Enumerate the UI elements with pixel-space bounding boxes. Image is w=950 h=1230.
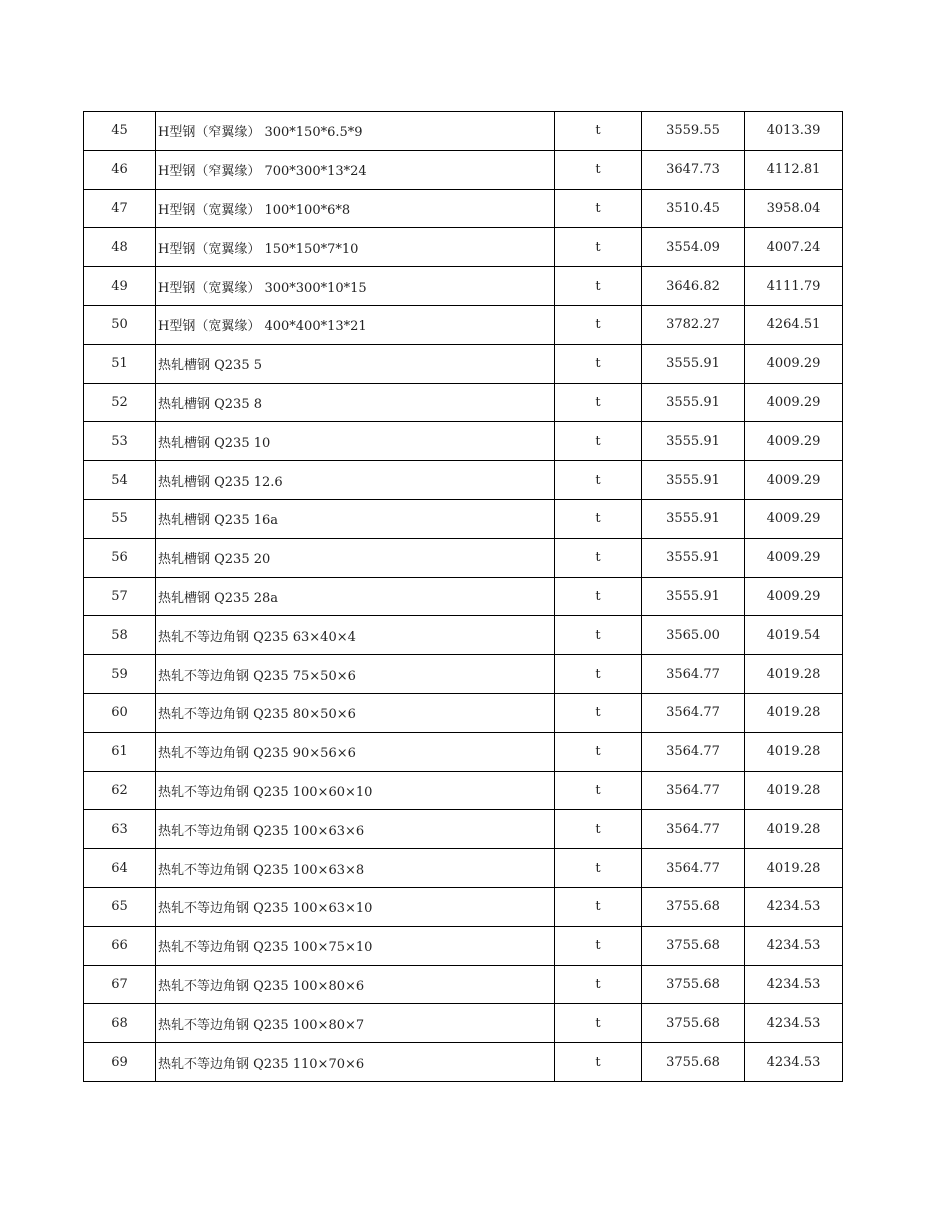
price-tax-cell: 4009.29 bbox=[745, 422, 843, 461]
unit-cell: t bbox=[555, 228, 642, 267]
unit-cell: t bbox=[555, 538, 642, 577]
price-tax-cell: 4234.53 bbox=[745, 1004, 843, 1043]
unit-cell: t bbox=[555, 461, 642, 500]
price-cell: 3755.68 bbox=[642, 1004, 745, 1043]
table-row bbox=[84, 732, 843, 771]
row-number-cell: 61 bbox=[84, 732, 156, 771]
unit-cell: t bbox=[555, 849, 642, 888]
unit-cell: t bbox=[555, 305, 642, 344]
row-number-cell: 48 bbox=[84, 228, 156, 267]
row-number-cell: 47 bbox=[84, 189, 156, 228]
price-tax-cell: 4009.29 bbox=[745, 538, 843, 577]
row-number-cell: 62 bbox=[84, 771, 156, 810]
item-name-cell: 热轧槽钢 Q235 12.6 bbox=[156, 461, 555, 500]
price-table bbox=[83, 111, 843, 1082]
price-tax-cell: 4009.29 bbox=[745, 577, 843, 616]
table-row bbox=[84, 112, 843, 151]
item-name-cell: H型钢（窄翼缘） 700*300*13*24 bbox=[156, 150, 555, 189]
price-tax-cell: 4013.39 bbox=[745, 112, 843, 151]
price-tax-cell: 4019.28 bbox=[745, 732, 843, 771]
price-tax-cell: 4111.79 bbox=[745, 267, 843, 306]
row-number-cell: 52 bbox=[84, 383, 156, 422]
unit-cell: t bbox=[555, 965, 642, 1004]
table-row bbox=[84, 189, 843, 228]
unit-cell: t bbox=[555, 383, 642, 422]
unit-cell: t bbox=[555, 150, 642, 189]
table-row bbox=[84, 693, 843, 732]
unit-cell: t bbox=[555, 693, 642, 732]
unit-cell: t bbox=[555, 655, 642, 694]
row-number-cell: 54 bbox=[84, 461, 156, 500]
price-tax-cell: 4019.28 bbox=[745, 771, 843, 810]
price-tax-cell: 4234.53 bbox=[745, 887, 843, 926]
item-name-cell: 热轧不等边角钢 Q235 100×80×7 bbox=[156, 1004, 555, 1043]
price-tax-cell: 4019.28 bbox=[745, 849, 843, 888]
table-row bbox=[84, 887, 843, 926]
price-tax-cell: 3958.04 bbox=[745, 189, 843, 228]
table-row bbox=[84, 616, 843, 655]
row-number-cell: 53 bbox=[84, 422, 156, 461]
price-cell: 3555.91 bbox=[642, 499, 745, 538]
unit-cell: t bbox=[555, 422, 642, 461]
unit-cell: t bbox=[555, 499, 642, 538]
price-tax-cell: 4009.29 bbox=[745, 499, 843, 538]
item-name-cell: H型钢（宽翼缘） 300*300*10*15 bbox=[156, 267, 555, 306]
item-name-cell: 热轧槽钢 Q235 8 bbox=[156, 383, 555, 422]
unit-cell: t bbox=[555, 267, 642, 306]
table-row bbox=[84, 461, 843, 500]
price-cell: 3510.45 bbox=[642, 189, 745, 228]
table-row bbox=[84, 849, 843, 888]
price-tax-cell: 4019.54 bbox=[745, 616, 843, 655]
price-tax-cell: 4009.29 bbox=[745, 383, 843, 422]
unit-cell: t bbox=[555, 732, 642, 771]
row-number-cell: 56 bbox=[84, 538, 156, 577]
price-cell: 3554.09 bbox=[642, 228, 745, 267]
price-cell: 3555.91 bbox=[642, 577, 745, 616]
price-tax-cell: 4019.28 bbox=[745, 693, 843, 732]
price-cell: 3564.77 bbox=[642, 810, 745, 849]
row-number-cell: 67 bbox=[84, 965, 156, 1004]
table-row bbox=[84, 305, 843, 344]
table-row bbox=[84, 926, 843, 965]
item-name-cell: 热轧槽钢 Q235 10 bbox=[156, 422, 555, 461]
item-name-cell: 热轧不等边角钢 Q235 100×63×6 bbox=[156, 810, 555, 849]
price-tax-cell: 4009.29 bbox=[745, 461, 843, 500]
table-row bbox=[84, 383, 843, 422]
unit-cell: t bbox=[555, 926, 642, 965]
price-cell: 3565.00 bbox=[642, 616, 745, 655]
unit-cell: t bbox=[555, 344, 642, 383]
price-cell: 3564.77 bbox=[642, 849, 745, 888]
table-row bbox=[84, 577, 843, 616]
row-number-cell: 65 bbox=[84, 887, 156, 926]
table-row bbox=[84, 267, 843, 306]
row-number-cell: 69 bbox=[84, 1043, 156, 1082]
item-name-cell: H型钢（窄翼缘） 300*150*6.5*9 bbox=[156, 112, 555, 151]
table-row bbox=[84, 810, 843, 849]
row-number-cell: 64 bbox=[84, 849, 156, 888]
unit-cell: t bbox=[555, 810, 642, 849]
price-tax-cell: 4007.24 bbox=[745, 228, 843, 267]
price-cell: 3647.73 bbox=[642, 150, 745, 189]
price-tax-cell: 4019.28 bbox=[745, 655, 843, 694]
table-row bbox=[84, 228, 843, 267]
item-name-cell: 热轧不等边角钢 Q235 100×80×6 bbox=[156, 965, 555, 1004]
price-cell: 3646.82 bbox=[642, 267, 745, 306]
row-number-cell: 59 bbox=[84, 655, 156, 694]
price-cell: 3555.91 bbox=[642, 538, 745, 577]
row-number-cell: 63 bbox=[84, 810, 156, 849]
unit-cell: t bbox=[555, 887, 642, 926]
table-row bbox=[84, 1004, 843, 1043]
table-row bbox=[84, 965, 843, 1004]
row-number-cell: 60 bbox=[84, 693, 156, 732]
price-cell: 3755.68 bbox=[642, 965, 745, 1004]
price-cell: 3555.91 bbox=[642, 383, 745, 422]
price-cell: 3564.77 bbox=[642, 771, 745, 810]
table-row bbox=[84, 150, 843, 189]
row-number-cell: 46 bbox=[84, 150, 156, 189]
price-tax-cell: 4019.28 bbox=[745, 810, 843, 849]
table-row bbox=[84, 771, 843, 810]
row-number-cell: 58 bbox=[84, 616, 156, 655]
price-cell: 3755.68 bbox=[642, 926, 745, 965]
price-cell: 3555.91 bbox=[642, 344, 745, 383]
item-name-cell: 热轧槽钢 Q235 16a bbox=[156, 499, 555, 538]
item-name-cell: 热轧不等边角钢 Q235 63×40×4 bbox=[156, 616, 555, 655]
table-row bbox=[84, 538, 843, 577]
price-cell: 3755.68 bbox=[642, 1043, 745, 1082]
row-number-cell: 55 bbox=[84, 499, 156, 538]
item-name-cell: 热轧槽钢 Q235 5 bbox=[156, 344, 555, 383]
item-name-cell: H型钢（宽翼缘） 400*400*13*21 bbox=[156, 305, 555, 344]
item-name-cell: 热轧不等边角钢 Q235 100×60×10 bbox=[156, 771, 555, 810]
item-name-cell: 热轧槽钢 Q235 28a bbox=[156, 577, 555, 616]
unit-cell: t bbox=[555, 771, 642, 810]
row-number-cell: 50 bbox=[84, 305, 156, 344]
price-tax-cell: 4112.81 bbox=[745, 150, 843, 189]
row-number-cell: 66 bbox=[84, 926, 156, 965]
table-row bbox=[84, 344, 843, 383]
price-cell: 3755.68 bbox=[642, 887, 745, 926]
price-cell: 3564.77 bbox=[642, 732, 745, 771]
item-name-cell: 热轧槽钢 Q235 20 bbox=[156, 538, 555, 577]
price-tax-cell: 4234.53 bbox=[745, 926, 843, 965]
price-tax-cell: 4234.53 bbox=[745, 1043, 843, 1082]
price-table-body bbox=[84, 112, 843, 1082]
item-name-cell: 热轧不等边角钢 Q235 100×63×8 bbox=[156, 849, 555, 888]
item-name-cell: 热轧不等边角钢 Q235 110×70×6 bbox=[156, 1043, 555, 1082]
item-name-cell: H型钢（宽翼缘） 150*150*7*10 bbox=[156, 228, 555, 267]
price-cell: 3564.77 bbox=[642, 655, 745, 694]
table-row bbox=[84, 655, 843, 694]
item-name-cell: 热轧不等边角钢 Q235 80×50×6 bbox=[156, 693, 555, 732]
table-row bbox=[84, 499, 843, 538]
row-number-cell: 68 bbox=[84, 1004, 156, 1043]
price-tax-cell: 4009.29 bbox=[745, 344, 843, 383]
item-name-cell: 热轧不等边角钢 Q235 90×56×6 bbox=[156, 732, 555, 771]
price-cell: 3564.77 bbox=[642, 693, 745, 732]
price-tax-cell: 4234.53 bbox=[745, 965, 843, 1004]
item-name-cell: 热轧不等边角钢 Q235 100×75×10 bbox=[156, 926, 555, 965]
price-cell: 3555.91 bbox=[642, 461, 745, 500]
unit-cell: t bbox=[555, 1043, 642, 1082]
row-number-cell: 49 bbox=[84, 267, 156, 306]
unit-cell: t bbox=[555, 189, 642, 228]
row-number-cell: 57 bbox=[84, 577, 156, 616]
row-number-cell: 51 bbox=[84, 344, 156, 383]
price-cell: 3782.27 bbox=[642, 305, 745, 344]
table-row bbox=[84, 1043, 843, 1082]
unit-cell: t bbox=[555, 112, 642, 151]
price-cell: 3559.55 bbox=[642, 112, 745, 151]
unit-cell: t bbox=[555, 577, 642, 616]
unit-cell: t bbox=[555, 1004, 642, 1043]
row-number-cell: 45 bbox=[84, 112, 156, 151]
unit-cell: t bbox=[555, 616, 642, 655]
item-name-cell: H型钢（宽翼缘） 100*100*6*8 bbox=[156, 189, 555, 228]
item-name-cell: 热轧不等边角钢 Q235 100×63×10 bbox=[156, 887, 555, 926]
price-cell: 3555.91 bbox=[642, 422, 745, 461]
table-row bbox=[84, 422, 843, 461]
item-name-cell: 热轧不等边角钢 Q235 75×50×6 bbox=[156, 655, 555, 694]
price-tax-cell: 4264.51 bbox=[745, 305, 843, 344]
